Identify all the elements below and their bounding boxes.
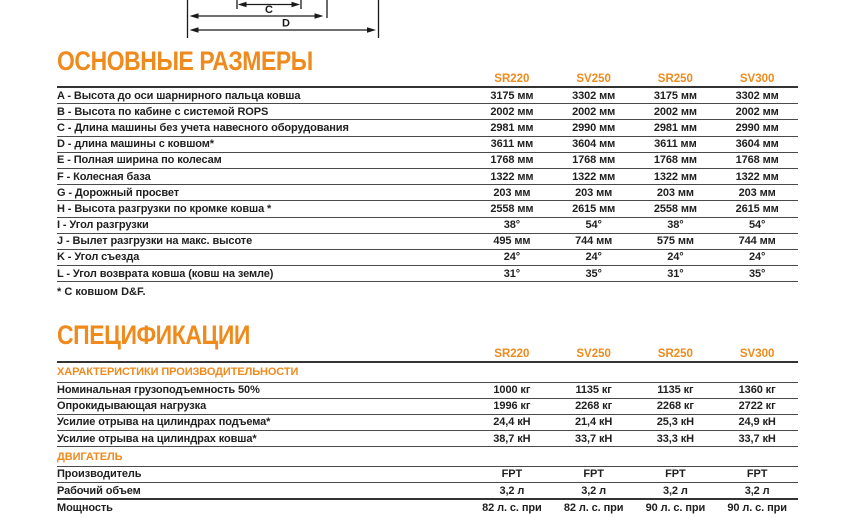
cell-value: 203 мм (635, 185, 717, 201)
specs-section-title: СПЕЦИФИКАЦИИ (57, 320, 250, 350)
diagram-label-d: D (282, 17, 290, 30)
cell-value: 35° (716, 266, 798, 282)
cell-value: 1768 мм (635, 152, 717, 168)
row-label: J - Вылет разгрузки на макс. высоте (57, 233, 471, 249)
cell-value: 25,3 кН (635, 414, 717, 430)
cell-value: 82 л. с. при (563, 502, 624, 515)
cell-value: 3,2 л (471, 482, 553, 499)
cell-value: 2558 мм (471, 201, 553, 217)
row-label: Производитель (57, 466, 471, 482)
cell-value: 203 мм (553, 185, 635, 201)
dimensions-table (57, 72, 798, 282)
cell-value: 2002 мм (635, 104, 717, 120)
cell-value: 3175 мм (471, 87, 553, 104)
table-row (57, 233, 798, 249)
table-row (57, 431, 798, 447)
cell-value: FPT (471, 466, 553, 482)
group-header: ДВИГАТЕЛЬ (57, 447, 798, 467)
row-label: Рабочий объем (57, 482, 471, 499)
row-label: Мощность (57, 502, 113, 515)
row-label: E - Полная ширина по колесам (57, 152, 471, 168)
cell-value: 2268 кг (635, 398, 717, 414)
cell-value: 3302 мм (716, 87, 798, 104)
table-row (57, 482, 798, 499)
cell-value: 1768 мм (553, 152, 635, 168)
column-header: SR250 (635, 347, 717, 362)
cell-value: 1000 кг (471, 382, 553, 398)
column-header: SR220 (471, 72, 553, 87)
cell-value: 1360 кг (716, 382, 798, 398)
cell-value: 35° (553, 266, 635, 282)
cell-value: 2981 мм (635, 120, 717, 136)
table-row (57, 217, 798, 233)
cell-value: FPT (635, 466, 717, 482)
cell-value: 1135 кг (553, 382, 635, 398)
cell-value: 38° (635, 217, 717, 233)
row-label: Усилие отрыва на цилиндрах подъема* (57, 414, 471, 430)
cell-value: 2981 мм (471, 120, 553, 136)
cell-value: 1322 мм (716, 168, 798, 184)
cell-value: 2268 кг (553, 398, 635, 414)
cell-value: 24° (471, 249, 553, 265)
cell-value: 744 мм (553, 233, 635, 249)
dimension-diagram (185, 0, 385, 40)
cell-value: 1135 кг (635, 382, 717, 398)
row-label: I - Угол разгрузки (57, 217, 471, 233)
table-row (57, 249, 798, 265)
dimensions-header-row (57, 72, 798, 87)
column-header: SV300 (716, 72, 798, 87)
row-label: F - Колесная база (57, 168, 471, 184)
cell-value: 2990 мм (553, 120, 635, 136)
column-header: SV250 (553, 72, 635, 87)
row-label: Опрокидывающая нагрузка (57, 398, 471, 414)
column-header: SV300 (716, 347, 798, 362)
cell-value: 3,2 л (635, 482, 717, 499)
cell-value: 3,2 л (553, 482, 635, 499)
cell-value: 33,7 кН (716, 431, 798, 447)
cell-value: 2002 мм (716, 104, 798, 120)
cell-value: 3,2 л (716, 482, 798, 499)
cell-value: 3604 мм (716, 136, 798, 152)
table-row (57, 414, 798, 430)
group-header-row (57, 447, 798, 467)
table-row (57, 168, 798, 184)
row-label: D - длина машины с ковшом* (57, 136, 471, 152)
row-label: L - Угол возврата ковша (ковш на земле) (57, 266, 471, 282)
table-row (57, 201, 798, 217)
row-label: H - Высота разгрузки по кромке ковша * (57, 201, 471, 217)
cell-value: 54° (716, 217, 798, 233)
row-label: Усилие отрыва на цилиндрах ковша* (57, 431, 471, 447)
table-row (57, 382, 798, 398)
cell-value: 3604 мм (553, 136, 635, 152)
cell-value: 2615 мм (553, 201, 635, 217)
cell-value: 82 л. с. при (482, 502, 542, 515)
cell-value: 2002 мм (471, 104, 553, 120)
specs-table (57, 347, 798, 516)
cell-value: 33,3 кН (635, 431, 717, 447)
row-label: K - Угол съезда (57, 249, 471, 265)
table-row (57, 185, 798, 201)
cell-value: 31° (471, 266, 553, 282)
cell-value: 1768 мм (716, 152, 798, 168)
table-row (57, 499, 798, 516)
cell-value: 24° (716, 249, 798, 265)
table-row (57, 466, 798, 482)
cell-value: 2722 кг (716, 398, 798, 414)
table-row (57, 136, 798, 152)
cell-value: 24,9 кН (716, 414, 798, 430)
cell-value: 38,7 кН (471, 431, 553, 447)
cell-value: 203 мм (716, 185, 798, 201)
cell-value: 33,7 кН (553, 431, 635, 447)
cell-value: 90 л. с. при (645, 502, 706, 515)
cell-value: 24° (635, 249, 717, 265)
group-header-row (57, 362, 798, 382)
cell-value: 203 мм (471, 185, 553, 201)
row-label: A - Высота до оси шарнирного пальца ковша (57, 87, 471, 104)
column-header: SV250 (553, 347, 635, 362)
specs-header-row (57, 347, 798, 362)
cell-value: 38° (471, 217, 553, 233)
dimensions-section-title: ОСНОВНЫЕ РАЗМЕРЫ (57, 46, 313, 76)
cell-value: 2558 мм (635, 201, 717, 217)
column-header: SR220 (471, 347, 553, 362)
header-spacer (57, 347, 471, 362)
cell-value: FPT (553, 466, 635, 482)
cell-value: FPT (716, 466, 798, 482)
cell-value: 2615 мм (716, 201, 798, 217)
cell-value: 3302 мм (553, 87, 635, 104)
cell-value: 31° (635, 266, 717, 282)
table-row (57, 87, 798, 104)
cell-value: 1768 мм (471, 152, 553, 168)
cell-value: 90 л. с. при (727, 502, 787, 515)
table-row (57, 152, 798, 168)
cell-value: 3175 мм (635, 87, 717, 104)
table-row (57, 398, 798, 414)
cell-value: 2002 мм (553, 104, 635, 120)
cell-value: 1322 мм (553, 168, 635, 184)
cell-value: 21,4 кН (553, 414, 635, 430)
cell-value: 3611 мм (635, 136, 717, 152)
table-row (57, 266, 798, 282)
cell-value: 54° (553, 217, 635, 233)
cell-value: 1996 кг (471, 398, 553, 414)
cell-value: 2990 мм (716, 120, 798, 136)
footnote: * С ковшом D&F. (57, 286, 146, 298)
group-header: ХАРАКТЕРИСТИКИ ПРОИЗВОДИТЕЛЬНОСТИ (57, 362, 798, 382)
cell-value: 3611 мм (471, 136, 553, 152)
cell-value: 24° (553, 249, 635, 265)
cell-value: 495 мм (471, 233, 553, 249)
cell-value: 575 мм (635, 233, 717, 249)
diagram-label-c: C (265, 4, 273, 16)
header-spacer (57, 72, 471, 87)
column-header: SR250 (635, 72, 717, 87)
table-row (57, 120, 798, 136)
table-row (57, 104, 798, 120)
cell-value: 1322 мм (471, 168, 553, 184)
row-label: C - Длина машины без учета навесного оборудования (57, 120, 471, 136)
cell-value: 24,4 кН (471, 414, 553, 430)
cell-value: 744 мм (716, 233, 798, 249)
cell-value: 1322 мм (635, 168, 717, 184)
row-label: G - Дорожный просвет (57, 185, 471, 201)
row-label: B - Высота по кабине с системой ROPS (57, 104, 471, 120)
row-label: Номинальная грузоподъемность 50% (57, 382, 471, 398)
